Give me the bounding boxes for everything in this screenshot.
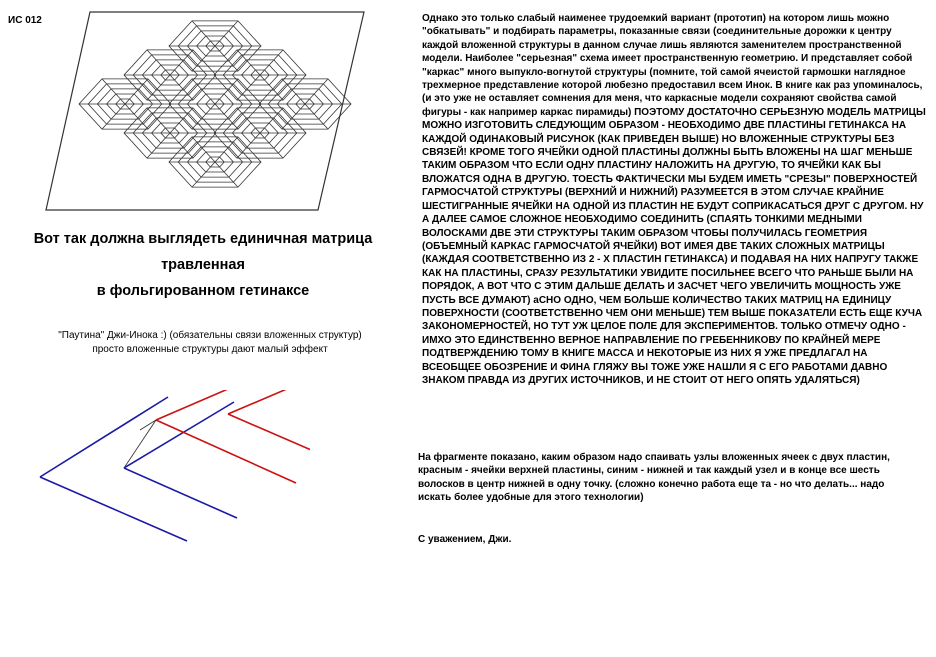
hex-spoke [215,46,238,71]
hex-spoke [192,21,215,46]
hex-spoke [170,133,193,158]
hex-spoke [170,75,193,100]
hex-spoke [215,79,238,104]
hex-spoke [192,46,215,71]
hex-spoke [237,108,260,133]
hex-spoke [147,75,170,100]
note-line-1: "Паутина" Джи-Инока :) (обязательны связи вложенных структур) [58,330,362,341]
hex-spoke [147,108,170,133]
main-body-text: Однако это только слабый наименее трудоемкий вариант (прототип) на котором лишь можно "обкатывать" и подбирать параметры, показанные связи (соединительные дорожки к центру каждой вложенной структуры в данном случае лишь являются заменителем пространственной модели. Наиболее "серьезная" схема имеет пространственную геометрию. И представляет собой "каркас" много выпукло-вогнутой структуры (помните, той самой ячеистой гармошки наглядное трехмерное представление которой любезно предоставил всем Инок. В книге как раз упоминалось, (и это уже не оставляет сомнения для меня, что каркасные модели сохраняют свойства самой фигуры - как например каркас пирамиды) ПОЭТОМУ ДОСТАТОЧНО СЕРЬЕЗНУЮ МОДЕЛЬ МАТРИЦЫ МОЖНО ИЗГОТОВИТЬ СЛЕДУЮЩИМ ОБРАЗОМ - НЕОБХОДИМО ДВЕ ПЛАСТИНЫ ГЕТИНАКСА НА КАЖДОЙ ОДИНАКОВЫЙ РИСУНОК (КАК ПРИВЕДЕН ВЫШЕ) НО ВЛОЖЕННЫЕ СТРУКТУРЫ БЕЗ СВЯЗЕЙ! КРОМЕ ТОГО ЯЧЕЙКИ ОДНОЙ ПЛАСТИНЫ ДОЛЖНЫ БЫТЬ ВЛОЖЕНЫ НА ШАГ МЕНЬШЕ ТАКИМ ОБРАЗОМ ЧТО ЕСЛИ ОДНУ ПЛАСТИНУ НАЛОЖИТЬ НА ДРУГУЮ, ТО ЯЧЕЙКИ КАК БЫ ВЛОЖАТСЯ ОДНА В ДРУГУЮ. ТОЕСТЬ ФАКТИЧЕСКИ МЫ БУДЕМ ИМЕТЬ "СРЕЗЫ" ПОВЕРХНОСТЕЙ ГАРМОСЧАТОЙ СТРУКТУРЫ (ВЕРХНИЙ И НИЖНИЙ) РАЗУМЕЕТСЯ В ЭТОМ СЛУЧАЕ КРАЙНИЕ ШЕСТИГРАННЫЕ ЯЧЕЙКИ НА ОДНОЙ ИЗ ПЛАСТИН НЕ БУДУТ СОПРИКАСАТЬСЯ ДРУГ С ДРУГОМ. НУ А ДАЛЕЕ САМОЕ СЛОЖНОЕ НЕОБХОДИМО СОЕДИНИТЬ (СПАЯТЬ ТОНКИМИ МЕДНЫМИ ВОЛОСКАМИ ДВЕ ЭТИ СТРУКТУРЫ ТАКИМ ОБРАЗОМ ЧТОБЫ ПОЛУЧИЛАСЬ ГЕОМЕТРИЯ (ОБЪЕМНЫЙ КАРКАС ГАРМОСЧАТОЙ ЯЧЕЙКИ) ВОТ ИМЕЯ ДВЕ ТАКИХ СЛОЖНЫХ МАТРИЦЫ (КАЖДАЯ СООТВЕТСТВЕННО ИЗ 2 - Х ПЛАСТИН ГЕТИНАКСА) И ПОДАВАЯ НА НИХ НАПРУГУ ТАКЖЕ КАК НА ПЛАСТИНЫ, СРАЗУ РЕЗУЛЬТАТИКИ УВИДИТЕ ПОСИЛЬНЕЕ ВСЕГО ЧТО РАНЬШЕ БЫЛИ НА ПОРЯДОК, А ВОТ ЧТО С ЭТИМ ДАЛЬШЕ ДЕЛАТЬ И ЗАСЧЕТ ЧЕГО УВЕЛИЧИТЬ МОЩНОСТЬ УЖЕ ПУСТЬ ВСЕ ДУМАЮТ) аСНО ОДНО, ЧЕМ БОЛЬШЕ КОЛИЧЕСТВО ТАКИХ МАТРИЦ НА ЕДИНИЦУ ПОВЕРХНОСТИ (СООТВЕТСТВЕННО ЧЕМ ОНИ МЕНЬШЕ) ТЕМ ВЫШЕ ПОКАЗАТЕЛИ ЕСТЬ ЕЩЕ КУЧА ЗАКОНОМЕРНОСТЕЙ, НО ТУТ УЖ ЦЕЛОЕ ПОЛЕ ДЛЯ ЭКСПЕРИМЕНТОВ. ТОЛЬКО ОТМЕЧУ ОДНО - ИМХО ЭТО ЕДИНСТВЕННО ВЕРНОЕ НАПРАВЛЕНИЕ ПО ГРЕБЕННИКОВУ ПО КРАЙНЕЙ МЕРЕ ПОДТВЕРЖДЕНИЮ ТОМУ В КНИГЕ МАССА И НЕКОТОРЫЕ ИЗ НИХ Я УЖЕ ПРЕДЛАГАЛ НА ВСЕОБЩЕЕ ОБОЗРЕНИЕ И ФИНА ГЛЯЖУ ВЫ ТОЖЕ УЖЕ НАШЛИ Я С ЕГО РАБОТАМИ ДАВНО ЗНАКОМ ПРАВДА ИЗ ДРУГИХ ИСТОЧНИКОВ, И НЕ СТОИТ ОТ НЕГО ОПЯТЬ УДАЛЯТЬСЯ) [422,13,926,386]
caption-line-2: травленная [161,257,245,273]
hex-spoke [282,104,305,129]
web-note [0,329,420,357]
hex-spoke [147,50,170,75]
caption-line-1: Вот так должна выглядеть единичная матрица [33,231,373,247]
hex-spoke [170,108,193,133]
solder-wires [124,420,156,468]
red-upper-plate-lines [156,390,310,483]
hex-spoke [192,162,215,187]
hex-spoke [102,104,125,129]
hex-spoke [260,133,283,158]
hex-spoke [282,79,305,104]
solder-fragment-figure [30,390,310,550]
fragment-explanation: На фрагменте показано, каким образом надо спаивать узлы вложенных ячеек с двух пластин, красным - ячейки верхней пластины, синим - нижней и так каждый узел и в конце все шесть волосков в центр нижней в одну точку. (сложно конечно работа еще та - но что делать... надо искать более удобные для этого технологии) [418,452,890,504]
hex-spoke [260,50,283,75]
hex-spoke [102,79,125,104]
hex-spoke [215,137,238,162]
hex-spoke [305,104,328,129]
hex-spoke [215,104,238,129]
hex-spoke [237,50,260,75]
hex-spoke [192,79,215,104]
hex-matrix-figure [44,10,374,215]
hex-spoke [260,75,283,100]
document-code: ИС 012 [8,15,42,26]
hex-spoke [125,104,148,129]
plate-outline [46,12,364,210]
hex-spoke [192,104,215,129]
hex-spoke [215,162,238,187]
hex-spoke [125,79,148,104]
hex-spoke [192,137,215,162]
hex-spoke [237,133,260,158]
signature: С уважением, Джи. [418,534,512,545]
hex-spoke [147,133,170,158]
hex-spoke [237,75,260,100]
note-line-2: просто вложенные структуры дают малый эффект [92,344,328,355]
hex-spoke [170,50,193,75]
hex-spoke [305,79,328,104]
caption-line-3: в фольгированном гетинаксе [96,283,310,299]
hex-spoke [215,21,238,46]
figure-caption [0,226,406,304]
nested-hex-cells [79,21,351,187]
hex-spoke [260,108,283,133]
blue-lower-plate-lines [40,397,237,541]
